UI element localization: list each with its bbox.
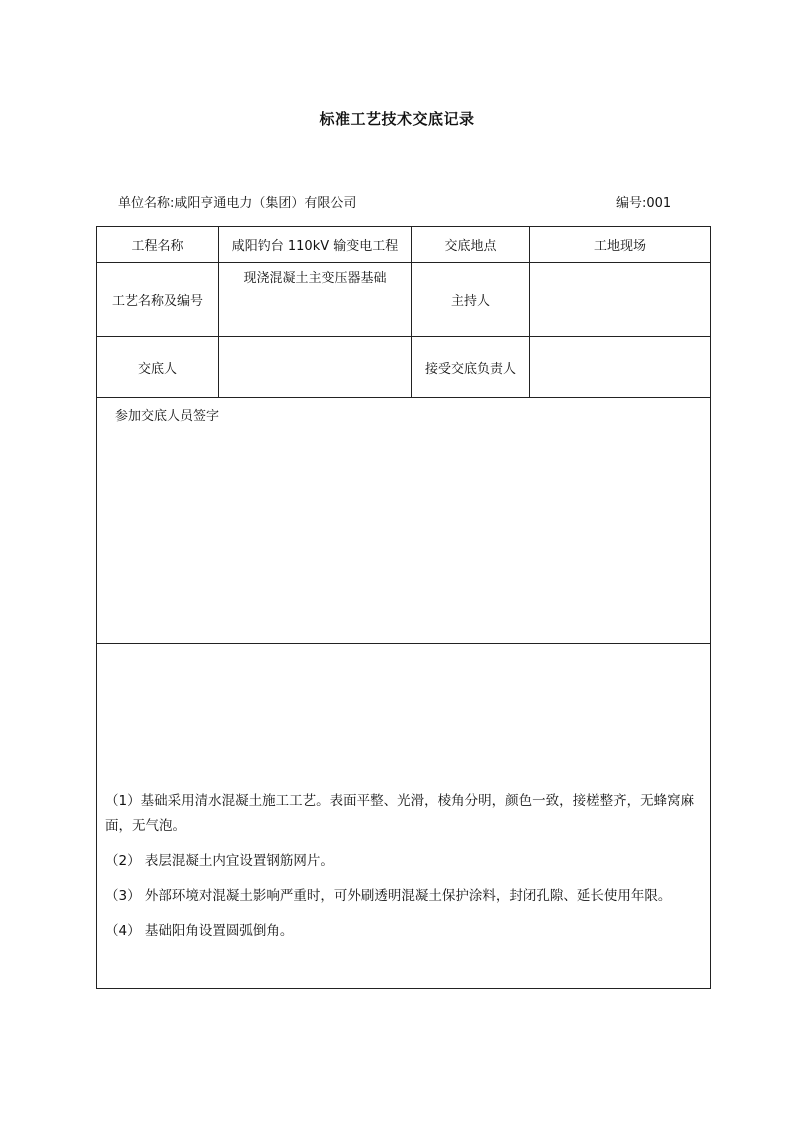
presenter-value xyxy=(219,337,411,397)
project-name-value: 咸阳钓台 110kV 输变电工程 xyxy=(231,239,399,254)
serial-label: 编号: xyxy=(616,196,647,211)
presenter-label: 交底人 xyxy=(137,361,177,377)
host-value xyxy=(530,263,710,336)
receiver-value xyxy=(530,337,710,397)
unit-label: 单位名称: xyxy=(118,196,175,211)
document-title: 标准工艺技术交底记录 xyxy=(319,110,475,128)
row-divider xyxy=(97,397,710,398)
process-value: 现浇混凝土主变压器基础 xyxy=(243,271,387,286)
unit-value: 咸阳亨通电力（集团）有限公司 xyxy=(174,196,357,211)
receiver-label: 接受交底负责人 xyxy=(424,361,516,377)
serial-value: 001 xyxy=(646,196,672,211)
location-value: 工地现场 xyxy=(593,239,646,254)
participants-signature-label: 参加交底人员签字 xyxy=(115,409,220,424)
content-item: （3） 外部环境对混凝土影响严重时，可外刷透明混凝土保护涂料，封闭孔隙、延长使用年限。 xyxy=(105,888,672,904)
project-name-label: 工程名称 xyxy=(131,239,184,254)
disclosure-content xyxy=(105,789,705,954)
row-divider xyxy=(97,643,710,644)
disclosure-form xyxy=(96,226,711,989)
location-label: 交底地点 xyxy=(444,239,497,254)
serial-number xyxy=(616,192,671,211)
unit-name xyxy=(118,192,356,211)
content-item: （1）基础采用清水混凝土施工工艺。表面平整、光滑，棱角分明，颜色一致，接槎整齐，无蜂窝麻面，无气泡。 xyxy=(105,793,695,834)
process-label: 工艺名称及编号 xyxy=(111,294,203,309)
host-label: 主持人 xyxy=(450,294,490,309)
content-item: （4） 基础阳角设置圆弧倒角。 xyxy=(105,923,294,939)
content-item: （2） 表层混凝土内宜设置钢筋网片。 xyxy=(105,853,334,869)
